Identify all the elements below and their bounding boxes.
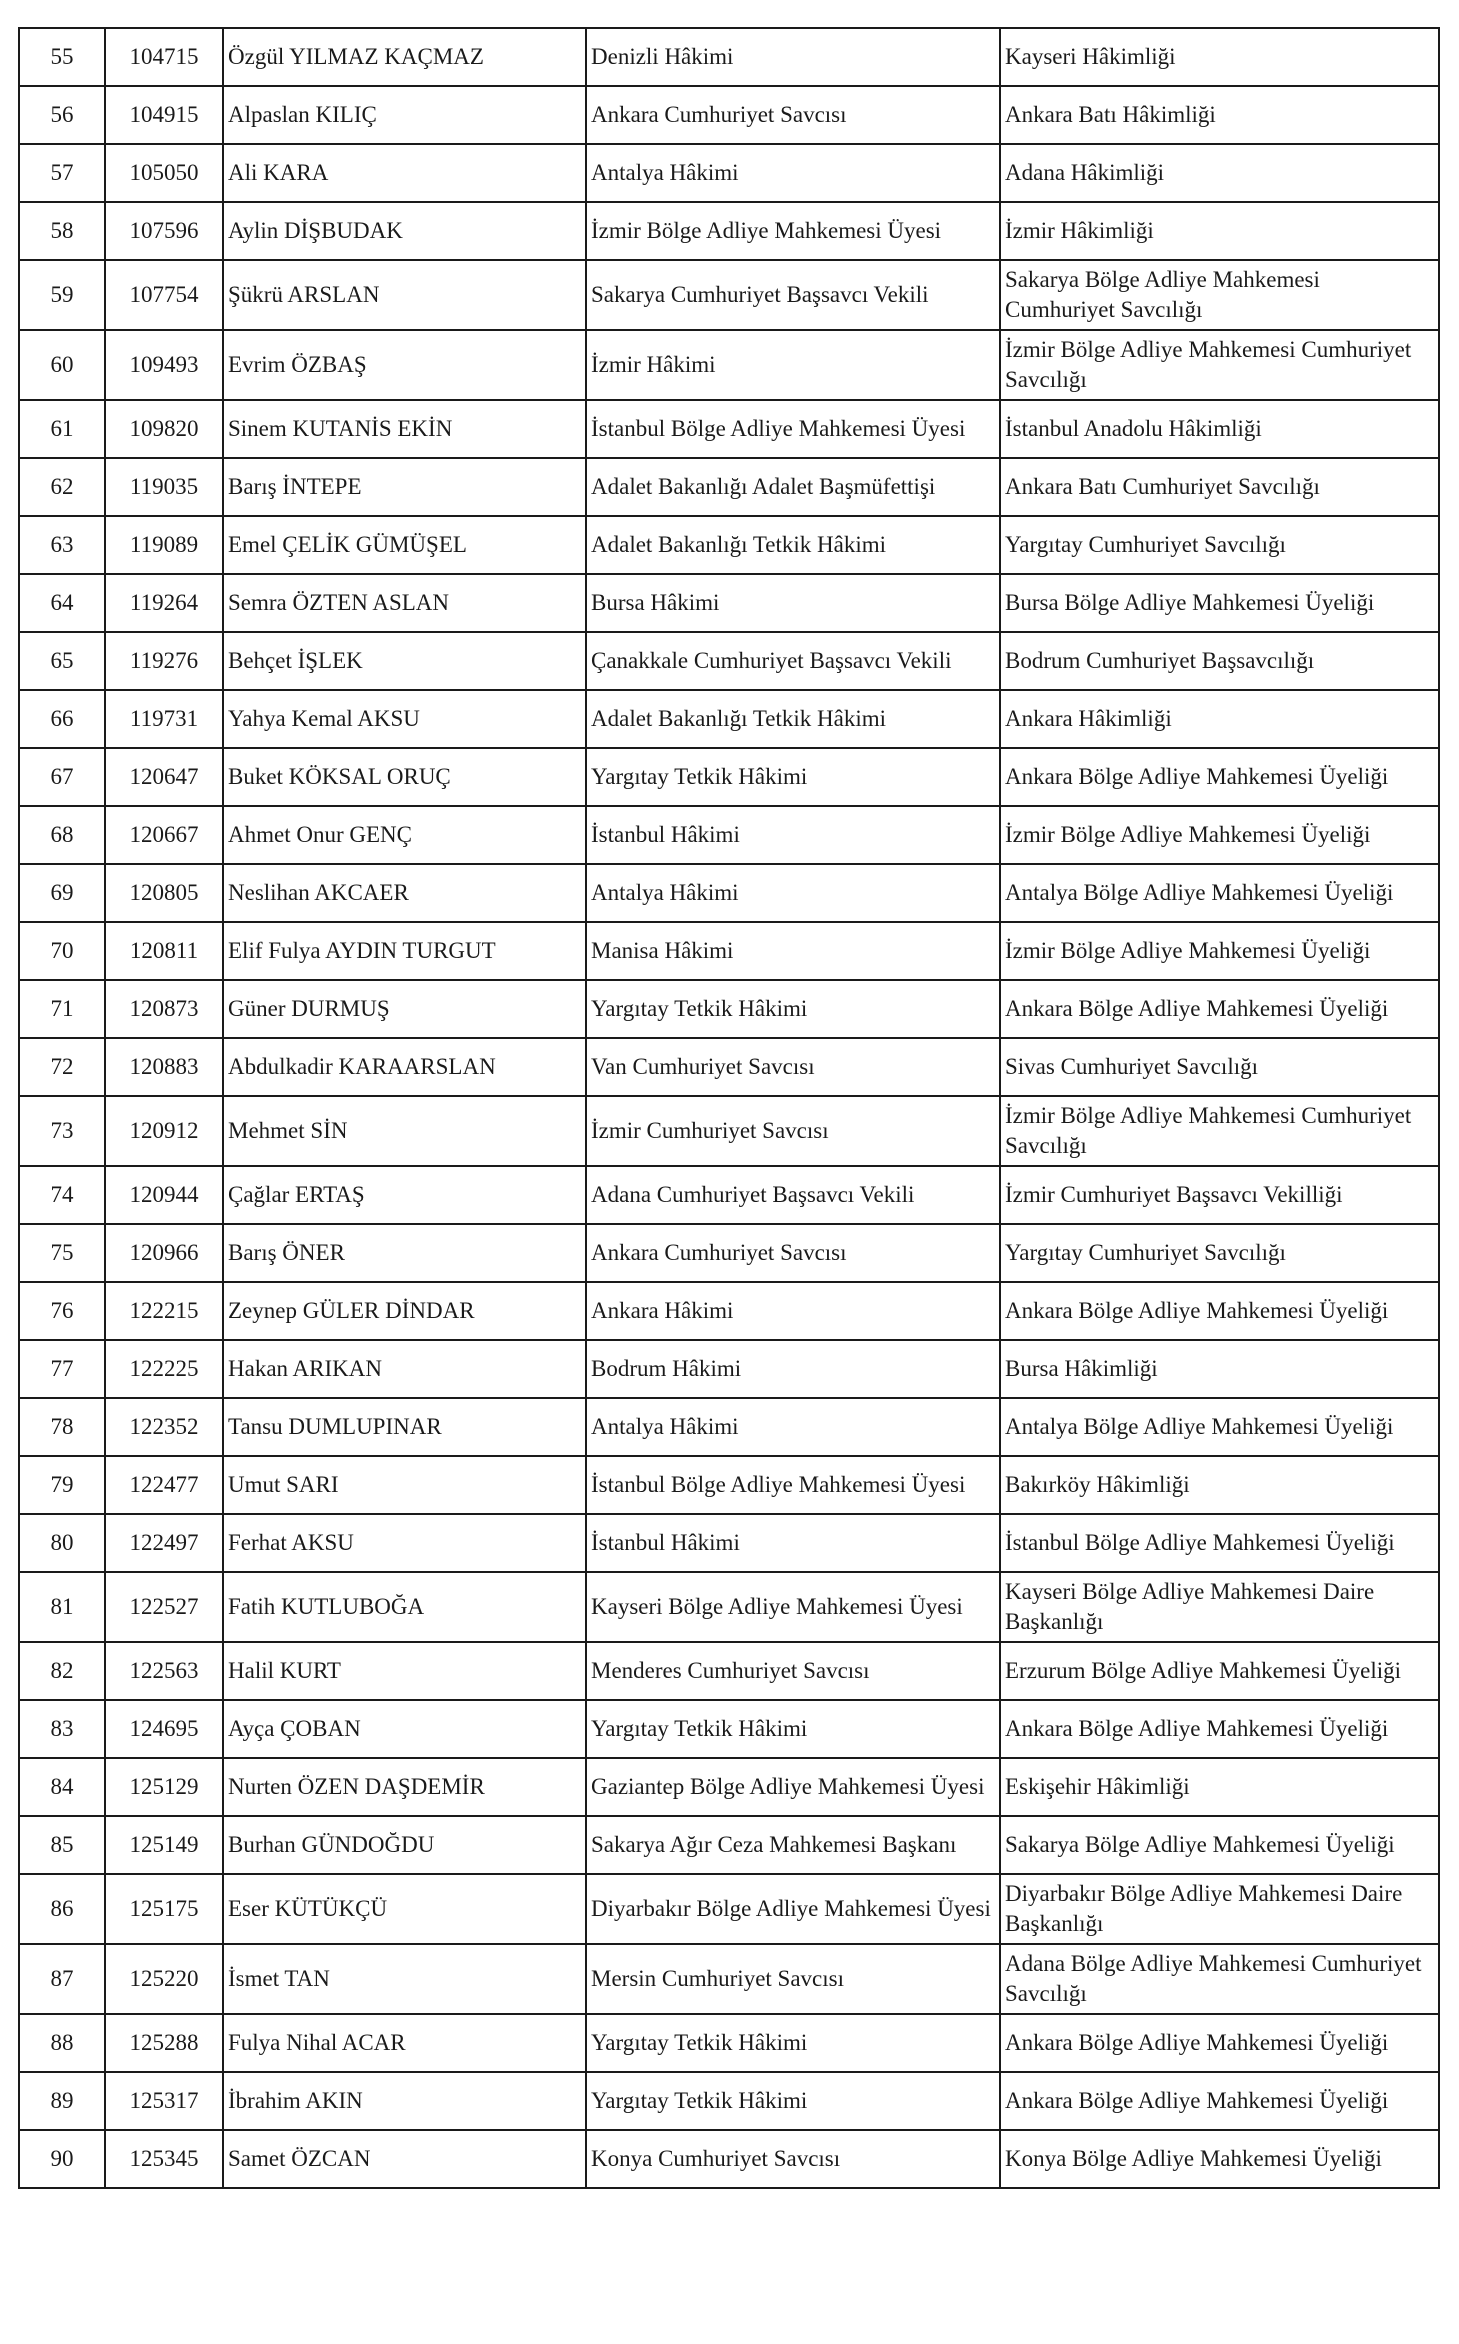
table-row: [19, 922, 1439, 980]
table-row: [19, 2072, 1439, 2130]
row-number-cell: 69: [19, 864, 105, 922]
table-row: [19, 144, 1439, 202]
row-number-cell: 87: [19, 1944, 105, 2014]
row-number-cell: 81: [19, 1572, 105, 1642]
row-number-cell: 57: [19, 144, 105, 202]
new-assignment-cell: Konya Bölge Adliye Mahkemesi Üyeliği: [1000, 2130, 1439, 2188]
person-name-cell: Zeynep GÜLER DİNDAR: [223, 1282, 586, 1340]
new-assignment-cell: Ankara Hâkimliği: [1000, 690, 1439, 748]
new-assignment-cell: Bodrum Cumhuriyet Başsavcılığı: [1000, 632, 1439, 690]
new-assignment-cell: Kayseri Hâkimliği: [1000, 28, 1439, 86]
person-name-cell: Neslihan AKCAER: [223, 864, 586, 922]
registry-number-cell: 120966: [105, 1224, 223, 1282]
new-assignment-cell: Kayseri Bölge Adliye Mahkemesi Daire Başkanlığı: [1000, 1572, 1439, 1642]
row-number-cell: 56: [19, 86, 105, 144]
registry-number-cell: 122352: [105, 1398, 223, 1456]
table-row: [19, 806, 1439, 864]
current-position-cell: Antalya Hâkimi: [586, 144, 1000, 202]
row-number-cell: 67: [19, 748, 105, 806]
new-assignment-cell: Bakırköy Hâkimliği: [1000, 1456, 1439, 1514]
registry-number-cell: 107596: [105, 202, 223, 260]
table-row: [19, 202, 1439, 260]
new-assignment-cell: İzmir Bölge Adliye Mahkemesi Üyeliği: [1000, 922, 1439, 980]
registry-number-cell: 107754: [105, 260, 223, 330]
new-assignment-cell: Antalya Bölge Adliye Mahkemesi Üyeliği: [1000, 1398, 1439, 1456]
registry-number-cell: 120912: [105, 1096, 223, 1166]
table-row: [19, 980, 1439, 1038]
row-number-cell: 61: [19, 400, 105, 458]
row-number-cell: 68: [19, 806, 105, 864]
row-number-cell: 77: [19, 1340, 105, 1398]
table-row: [19, 690, 1439, 748]
new-assignment-cell: Sakarya Bölge Adliye Mahkemesi Cumhuriyet Savcılığı: [1000, 260, 1439, 330]
new-assignment-cell: Antalya Bölge Adliye Mahkemesi Üyeliği: [1000, 864, 1439, 922]
current-position-cell: Adalet Bakanlığı Tetkik Hâkimi: [586, 516, 1000, 574]
table-row: [19, 1514, 1439, 1572]
new-assignment-cell: İzmir Hâkimliği: [1000, 202, 1439, 260]
registry-number-cell: 125149: [105, 1816, 223, 1874]
person-name-cell: Ferhat AKSU: [223, 1514, 586, 1572]
row-number-cell: 70: [19, 922, 105, 980]
table-row: [19, 86, 1439, 144]
registry-number-cell: 120667: [105, 806, 223, 864]
table-row: [19, 28, 1439, 86]
new-assignment-cell: Ankara Bölge Adliye Mahkemesi Üyeliği: [1000, 1282, 1439, 1340]
current-position-cell: Adana Cumhuriyet Başsavcı Vekili: [586, 1166, 1000, 1224]
registry-number-cell: 119276: [105, 632, 223, 690]
current-position-cell: İzmir Hâkimi: [586, 330, 1000, 400]
current-position-cell: Ankara Hâkimi: [586, 1282, 1000, 1340]
registry-number-cell: 122225: [105, 1340, 223, 1398]
table-row: [19, 400, 1439, 458]
person-name-cell: Fulya Nihal ACAR: [223, 2014, 586, 2072]
new-assignment-cell: Diyarbakır Bölge Adliye Mahkemesi Daire Başkanlığı: [1000, 1874, 1439, 1944]
row-number-cell: 58: [19, 202, 105, 260]
current-position-cell: Bursa Hâkimi: [586, 574, 1000, 632]
current-position-cell: Yargıtay Tetkik Hâkimi: [586, 2072, 1000, 2130]
person-name-cell: Nurten ÖZEN DAŞDEMİR: [223, 1758, 586, 1816]
current-position-cell: Sakarya Cumhuriyet Başsavcı Vekili: [586, 260, 1000, 330]
table-row: [19, 1700, 1439, 1758]
person-name-cell: Aylin DİŞBUDAK: [223, 202, 586, 260]
row-number-cell: 71: [19, 980, 105, 1038]
person-name-cell: İbrahim AKIN: [223, 2072, 586, 2130]
table-row: [19, 516, 1439, 574]
current-position-cell: Menderes Cumhuriyet Savcısı: [586, 1642, 1000, 1700]
registry-number-cell: 125220: [105, 1944, 223, 2014]
table-row: [19, 1758, 1439, 1816]
current-position-cell: İzmir Cumhuriyet Savcısı: [586, 1096, 1000, 1166]
current-position-cell: İstanbul Bölge Adliye Mahkemesi Üyesi: [586, 400, 1000, 458]
person-name-cell: Hakan ARIKAN: [223, 1340, 586, 1398]
new-assignment-cell: Ankara Bölge Adliye Mahkemesi Üyeliği: [1000, 2072, 1439, 2130]
current-position-cell: Yargıtay Tetkik Hâkimi: [586, 748, 1000, 806]
row-number-cell: 80: [19, 1514, 105, 1572]
registry-number-cell: 125129: [105, 1758, 223, 1816]
registry-number-cell: 125288: [105, 2014, 223, 2072]
row-number-cell: 60: [19, 330, 105, 400]
current-position-cell: İzmir Bölge Adliye Mahkemesi Üyesi: [586, 202, 1000, 260]
new-assignment-cell: Ankara Bölge Adliye Mahkemesi Üyeliği: [1000, 1700, 1439, 1758]
new-assignment-cell: Yargıtay Cumhuriyet Savcılığı: [1000, 1224, 1439, 1282]
row-number-cell: 90: [19, 2130, 105, 2188]
registry-number-cell: 119035: [105, 458, 223, 516]
table-row: [19, 1572, 1439, 1642]
registry-number-cell: 120811: [105, 922, 223, 980]
table-row: [19, 2014, 1439, 2072]
row-number-cell: 64: [19, 574, 105, 632]
registry-number-cell: 120883: [105, 1038, 223, 1096]
new-assignment-cell: İzmir Bölge Adliye Mahkemesi Cumhuriyet Savcılığı: [1000, 330, 1439, 400]
table-row: [19, 1816, 1439, 1874]
row-number-cell: 82: [19, 1642, 105, 1700]
person-name-cell: Ayça ÇOBAN: [223, 1700, 586, 1758]
current-position-cell: İstanbul Bölge Adliye Mahkemesi Üyesi: [586, 1456, 1000, 1514]
registry-number-cell: 104715: [105, 28, 223, 86]
current-position-cell: Manisa Hâkimi: [586, 922, 1000, 980]
table-row: [19, 1224, 1439, 1282]
row-number-cell: 55: [19, 28, 105, 86]
row-number-cell: 62: [19, 458, 105, 516]
appointments-table: [18, 27, 1440, 2189]
person-name-cell: Evrim ÖZBAŞ: [223, 330, 586, 400]
current-position-cell: Yargıtay Tetkik Hâkimi: [586, 2014, 1000, 2072]
registry-number-cell: 122215: [105, 1282, 223, 1340]
new-assignment-cell: Adana Hâkimliği: [1000, 144, 1439, 202]
person-name-cell: Samet ÖZCAN: [223, 2130, 586, 2188]
table-body: [19, 28, 1439, 2188]
table-row: [19, 1166, 1439, 1224]
new-assignment-cell: Ankara Bölge Adliye Mahkemesi Üyeliği: [1000, 748, 1439, 806]
table-row: [19, 1096, 1439, 1166]
table-row: [19, 1398, 1439, 1456]
row-number-cell: 84: [19, 1758, 105, 1816]
person-name-cell: Barış ÖNER: [223, 1224, 586, 1282]
row-number-cell: 63: [19, 516, 105, 574]
person-name-cell: Fatih KUTLUBOĞA: [223, 1572, 586, 1642]
row-number-cell: 66: [19, 690, 105, 748]
table-row: [19, 864, 1439, 922]
new-assignment-cell: İzmir Cumhuriyet Başsavcı Vekilliği: [1000, 1166, 1439, 1224]
registry-number-cell: 122477: [105, 1456, 223, 1514]
registry-number-cell: 125317: [105, 2072, 223, 2130]
row-number-cell: 85: [19, 1816, 105, 1874]
row-number-cell: 75: [19, 1224, 105, 1282]
person-name-cell: Umut SARI: [223, 1456, 586, 1514]
registry-number-cell: 122563: [105, 1642, 223, 1700]
registry-number-cell: 104915: [105, 86, 223, 144]
document-page: [18, 27, 1438, 2189]
new-assignment-cell: Erzurum Bölge Adliye Mahkemesi Üyeliği: [1000, 1642, 1439, 1700]
person-name-cell: Barış İNTEPE: [223, 458, 586, 516]
new-assignment-cell: Eskişehir Hâkimliği: [1000, 1758, 1439, 1816]
row-number-cell: 73: [19, 1096, 105, 1166]
current-position-cell: Konya Cumhuriyet Savcısı: [586, 2130, 1000, 2188]
registry-number-cell: 125175: [105, 1874, 223, 1944]
table-row: [19, 748, 1439, 806]
row-number-cell: 65: [19, 632, 105, 690]
registry-number-cell: 122527: [105, 1572, 223, 1642]
person-name-cell: Sinem KUTANİS EKİN: [223, 400, 586, 458]
current-position-cell: Ankara Cumhuriyet Savcısı: [586, 1224, 1000, 1282]
table-row: [19, 1456, 1439, 1514]
person-name-cell: Özgül YILMAZ KAÇMAZ: [223, 28, 586, 86]
person-name-cell: Behçet İŞLEK: [223, 632, 586, 690]
person-name-cell: Çağlar ERTAŞ: [223, 1166, 586, 1224]
current-position-cell: Sakarya Ağır Ceza Mahkemesi Başkanı: [586, 1816, 1000, 1874]
table-row: [19, 458, 1439, 516]
person-name-cell: Halil KURT: [223, 1642, 586, 1700]
row-number-cell: 76: [19, 1282, 105, 1340]
row-number-cell: 59: [19, 260, 105, 330]
row-number-cell: 89: [19, 2072, 105, 2130]
current-position-cell: Çanakkale Cumhuriyet Başsavcı Vekili: [586, 632, 1000, 690]
registry-number-cell: 120873: [105, 980, 223, 1038]
new-assignment-cell: Ankara Batı Cumhuriyet Savcılığı: [1000, 458, 1439, 516]
new-assignment-cell: Bursa Bölge Adliye Mahkemesi Üyeliği: [1000, 574, 1439, 632]
registry-number-cell: 122497: [105, 1514, 223, 1572]
row-number-cell: 74: [19, 1166, 105, 1224]
registry-number-cell: 109820: [105, 400, 223, 458]
person-name-cell: Burhan GÜNDOĞDU: [223, 1816, 586, 1874]
table-row: [19, 574, 1439, 632]
person-name-cell: Mehmet SİN: [223, 1096, 586, 1166]
registry-number-cell: 125345: [105, 2130, 223, 2188]
new-assignment-cell: Bursa Hâkimliği: [1000, 1340, 1439, 1398]
table-row: [19, 1282, 1439, 1340]
current-position-cell: Kayseri Bölge Adliye Mahkemesi Üyesi: [586, 1572, 1000, 1642]
person-name-cell: Buket KÖKSAL ORUÇ: [223, 748, 586, 806]
row-number-cell: 78: [19, 1398, 105, 1456]
person-name-cell: Tansu DUMLUPINAR: [223, 1398, 586, 1456]
person-name-cell: Ali KARA: [223, 144, 586, 202]
table-row: [19, 1038, 1439, 1096]
current-position-cell: Yargıtay Tetkik Hâkimi: [586, 1700, 1000, 1758]
registry-number-cell: 119264: [105, 574, 223, 632]
current-position-cell: Van Cumhuriyet Savcısı: [586, 1038, 1000, 1096]
person-name-cell: Eser KÜTÜKÇÜ: [223, 1874, 586, 1944]
current-position-cell: İstanbul Hâkimi: [586, 806, 1000, 864]
registry-number-cell: 119731: [105, 690, 223, 748]
new-assignment-cell: Sakarya Bölge Adliye Mahkemesi Üyeliği: [1000, 1816, 1439, 1874]
new-assignment-cell: Yargıtay Cumhuriyet Savcılığı: [1000, 516, 1439, 574]
person-name-cell: Elif Fulya AYDIN TURGUT: [223, 922, 586, 980]
person-name-cell: Alpaslan KILIÇ: [223, 86, 586, 144]
new-assignment-cell: İstanbul Bölge Adliye Mahkemesi Üyeliği: [1000, 1514, 1439, 1572]
person-name-cell: Emel ÇELİK GÜMÜŞEL: [223, 516, 586, 574]
new-assignment-cell: Ankara Bölge Adliye Mahkemesi Üyeliği: [1000, 980, 1439, 1038]
row-number-cell: 88: [19, 2014, 105, 2072]
registry-number-cell: 124695: [105, 1700, 223, 1758]
registry-number-cell: 120805: [105, 864, 223, 922]
current-position-cell: Bodrum Hâkimi: [586, 1340, 1000, 1398]
table-row: [19, 260, 1439, 330]
row-number-cell: 79: [19, 1456, 105, 1514]
current-position-cell: Adalet Bakanlığı Adalet Başmüfettişi: [586, 458, 1000, 516]
registry-number-cell: 105050: [105, 144, 223, 202]
new-assignment-cell: Ankara Bölge Adliye Mahkemesi Üyeliği: [1000, 2014, 1439, 2072]
current-position-cell: Adalet Bakanlığı Tetkik Hâkimi: [586, 690, 1000, 748]
person-name-cell: Şükrü ARSLAN: [223, 260, 586, 330]
current-position-cell: Gaziantep Bölge Adliye Mahkemesi Üyesi: [586, 1758, 1000, 1816]
current-position-cell: Diyarbakır Bölge Adliye Mahkemesi Üyesi: [586, 1874, 1000, 1944]
current-position-cell: İstanbul Hâkimi: [586, 1514, 1000, 1572]
new-assignment-cell: İzmir Bölge Adliye Mahkemesi Üyeliği: [1000, 806, 1439, 864]
current-position-cell: Ankara Cumhuriyet Savcısı: [586, 86, 1000, 144]
current-position-cell: Mersin Cumhuriyet Savcısı: [586, 1944, 1000, 2014]
person-name-cell: Yahya Kemal AKSU: [223, 690, 586, 748]
table-row: [19, 2130, 1439, 2188]
table-row: [19, 1340, 1439, 1398]
new-assignment-cell: Ankara Batı Hâkimliği: [1000, 86, 1439, 144]
row-number-cell: 83: [19, 1700, 105, 1758]
new-assignment-cell: Sivas Cumhuriyet Savcılığı: [1000, 1038, 1439, 1096]
registry-number-cell: 120647: [105, 748, 223, 806]
person-name-cell: Semra ÖZTEN ASLAN: [223, 574, 586, 632]
new-assignment-cell: İzmir Bölge Adliye Mahkemesi Cumhuriyet Savcılığı: [1000, 1096, 1439, 1166]
table-row: [19, 1874, 1439, 1944]
current-position-cell: Antalya Hâkimi: [586, 1398, 1000, 1456]
table-row: [19, 632, 1439, 690]
table-row: [19, 1944, 1439, 2014]
new-assignment-cell: Adana Bölge Adliye Mahkemesi Cumhuriyet Savcılığı: [1000, 1944, 1439, 2014]
registry-number-cell: 119089: [105, 516, 223, 574]
table-row: [19, 330, 1439, 400]
table-row: [19, 1642, 1439, 1700]
person-name-cell: Ahmet Onur GENÇ: [223, 806, 586, 864]
person-name-cell: Abdulkadir KARAARSLAN: [223, 1038, 586, 1096]
registry-number-cell: 109493: [105, 330, 223, 400]
person-name-cell: İsmet TAN: [223, 1944, 586, 2014]
current-position-cell: Antalya Hâkimi: [586, 864, 1000, 922]
row-number-cell: 86: [19, 1874, 105, 1944]
row-number-cell: 72: [19, 1038, 105, 1096]
registry-number-cell: 120944: [105, 1166, 223, 1224]
new-assignment-cell: İstanbul Anadolu Hâkimliği: [1000, 400, 1439, 458]
person-name-cell: Güner DURMUŞ: [223, 980, 586, 1038]
current-position-cell: Denizli Hâkimi: [586, 28, 1000, 86]
current-position-cell: Yargıtay Tetkik Hâkimi: [586, 980, 1000, 1038]
